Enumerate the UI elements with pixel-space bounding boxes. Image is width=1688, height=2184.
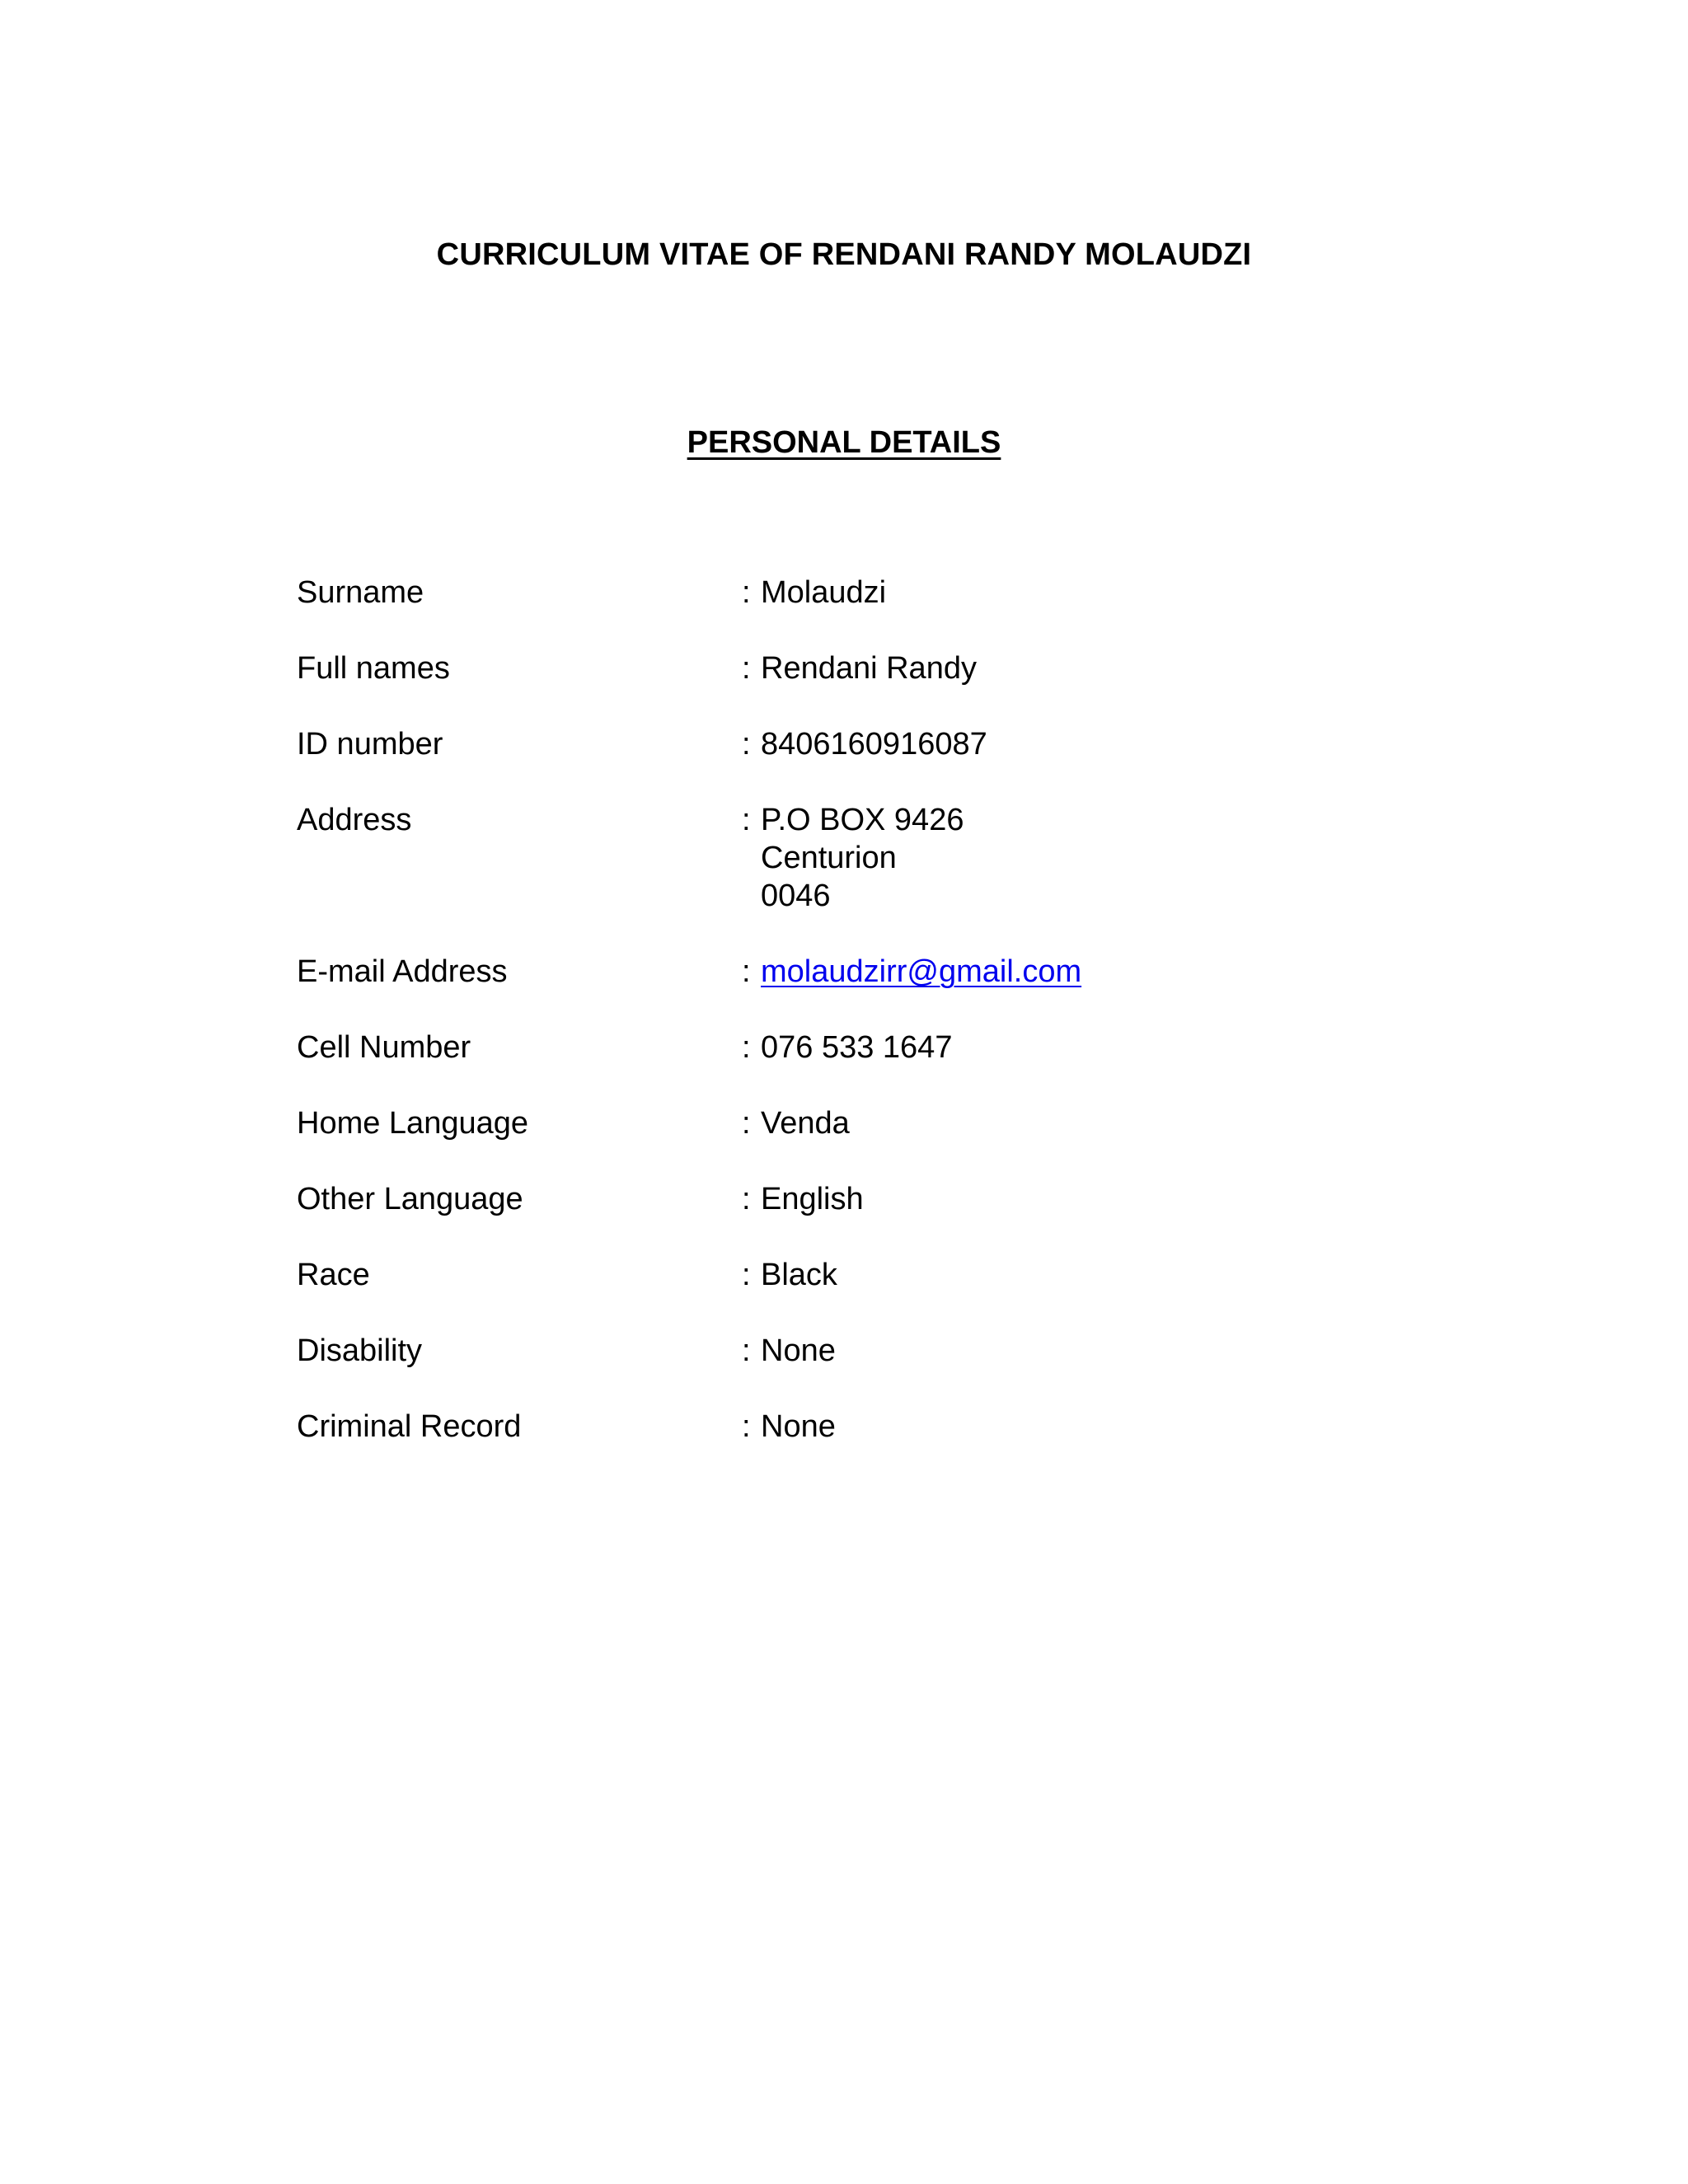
detail-separator: : [742,727,751,762]
detail-separator: : [742,1258,751,1292]
detail-separator: : [742,1106,751,1141]
detail-label: ID number [297,727,443,762]
detail-label: Other Language [297,1182,523,1216]
detail-separator: : [742,1333,751,1368]
detail-row-cell-number [297,1029,1451,1066]
detail-label: Criminal Record [297,1409,522,1444]
detail-row-id-number [297,725,1451,763]
detail-row-criminal-record [297,1408,1451,1446]
detail-value: English [761,1182,864,1216]
detail-value: Molaudzi [761,575,887,610]
section-heading-personal-details: PERSONAL DETAILS [687,425,1001,460]
detail-row-address [297,801,1451,915]
detail-value: Venda [761,1106,850,1141]
detail-label: Address [297,803,412,837]
detail-value: 8406160916087 [761,727,987,762]
detail-separator: : [742,575,751,610]
detail-separator: : [742,651,751,686]
detail-value: 076 533 1647 [761,1030,953,1065]
detail-separator: : [742,1182,751,1216]
address-line: P.O BOX 9426 [761,803,964,837]
detail-value: None [761,1409,836,1444]
detail-separator: : [742,954,751,989]
detail-row-home-language [297,1104,1451,1142]
detail-label: Race [297,1258,370,1292]
detail-row-email [297,953,1451,991]
detail-label: Disability [297,1333,423,1368]
detail-value: Rendani Randy [761,651,977,686]
detail-row-full-names [297,649,1451,687]
personal-details-list [297,574,1451,1483]
detail-value: Black [761,1258,837,1292]
address-line: 0046 [761,879,831,913]
document-title: CURRICULUM VITAE OF RENDANI RANDY MOLAUDZI [436,237,1252,272]
detail-label: E-mail Address [297,954,508,989]
detail-row-surname [297,574,1451,612]
detail-row-race [297,1256,1451,1294]
detail-label: Full names [297,651,450,686]
address-line: Centurion [761,841,897,875]
detail-separator: : [742,1409,751,1444]
detail-separator: : [742,803,751,837]
detail-label: Home Language [297,1106,528,1141]
detail-label: Cell Number [297,1030,471,1065]
address-value [761,801,1451,915]
detail-row-disability [297,1332,1451,1370]
detail-row-other-language [297,1180,1451,1218]
detail-value: None [761,1333,836,1368]
detail-label: Surname [297,575,424,610]
detail-separator: : [742,1030,751,1065]
email-link[interactable]: molaudzirr@gmail.com [761,954,1082,989]
